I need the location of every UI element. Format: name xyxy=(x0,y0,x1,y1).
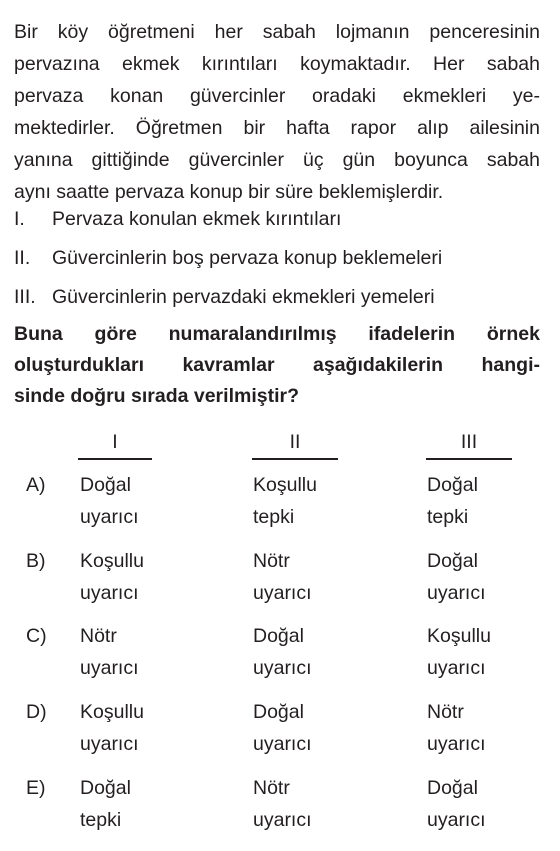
option-cell-i: Koşullu uyarıcı xyxy=(80,701,144,755)
option-cell-i: Doğal tepki xyxy=(80,777,131,831)
option-cell-ii: Nötr uyarıcı xyxy=(253,550,312,604)
option-cell-iii: Nötr uyarıcı xyxy=(427,701,486,755)
option-cell-i: Doğal uyarıcı xyxy=(80,474,139,528)
column-header-ii xyxy=(252,430,338,460)
statement-number: III. xyxy=(14,286,36,308)
column-header-label: I xyxy=(112,431,118,453)
question-line: Buna göre numaralandırılmış ifadelerin örnek xyxy=(14,323,540,345)
option-cell-i: Koşullu uyarıcı xyxy=(80,550,144,604)
option-cell-iii: Doğal tepki xyxy=(427,474,478,528)
passage-line: aynı saatte pervaza konup bir süre beklemişlerdir. xyxy=(14,181,444,203)
question-stem xyxy=(14,319,540,412)
statement-text: Güvercinlerin pervazdaki ekmekleri yemeleri xyxy=(52,286,435,308)
option-cell-ii: Nötr uyarıcı xyxy=(253,777,312,831)
statement-text: Güvercinlerin boş pervaza konup beklemeleri xyxy=(52,247,443,269)
passage-line: pervazına ekmek kırıntıları koymaktadır. Her sabah xyxy=(14,53,540,75)
column-header-rule xyxy=(426,458,512,460)
column-header-label: III xyxy=(460,431,478,453)
option-cell-ii: Doğal uyarıcı xyxy=(253,625,312,679)
option-cell-iii: Doğal uyarıcı xyxy=(427,777,486,831)
column-header-i xyxy=(78,430,152,460)
passage-line: Bir köy öğretmeni her sabah lojmanın penceresinin xyxy=(14,21,540,43)
passage-line: pervaza konan güvercinler oradaki ekmekleri ye- xyxy=(14,85,540,107)
statement-number: II. xyxy=(14,247,31,269)
column-header-rule xyxy=(78,458,152,460)
column-header-iii xyxy=(426,430,512,460)
option-letter: B) xyxy=(26,550,46,572)
option-cell-i: Nötr uyarıcı xyxy=(80,625,139,679)
option-cell-iii: Doğal uyarıcı xyxy=(427,550,486,604)
statement-text: Pervaza konulan ekmek kırıntıları xyxy=(52,208,342,230)
statement-number: I. xyxy=(14,208,25,230)
question-passage xyxy=(14,16,540,208)
passage-line: yanına gittiğinde güvercinler üç gün boyunca sabah xyxy=(14,149,540,171)
option-cell-ii: Doğal uyarıcı xyxy=(253,701,312,755)
option-letter: C) xyxy=(26,625,47,647)
option-letter: A) xyxy=(26,474,46,496)
column-header-rule xyxy=(252,458,338,460)
option-cell-iii: Koşullu uyarıcı xyxy=(427,625,491,679)
column-header-label: II xyxy=(289,431,301,453)
question-line: oluşturdukları kavramlar aşağıdakilerin hangi- xyxy=(14,354,540,376)
passage-line: mektedirler. Öğretmen bir hafta rapor alıp ailesinin xyxy=(14,117,540,139)
question-line: sinde doğru sırada verilmiştir? xyxy=(14,385,299,407)
option-letter: D) xyxy=(26,701,47,723)
option-letter: E) xyxy=(26,777,46,799)
option-cell-ii: Koşullu tepki xyxy=(253,474,317,528)
